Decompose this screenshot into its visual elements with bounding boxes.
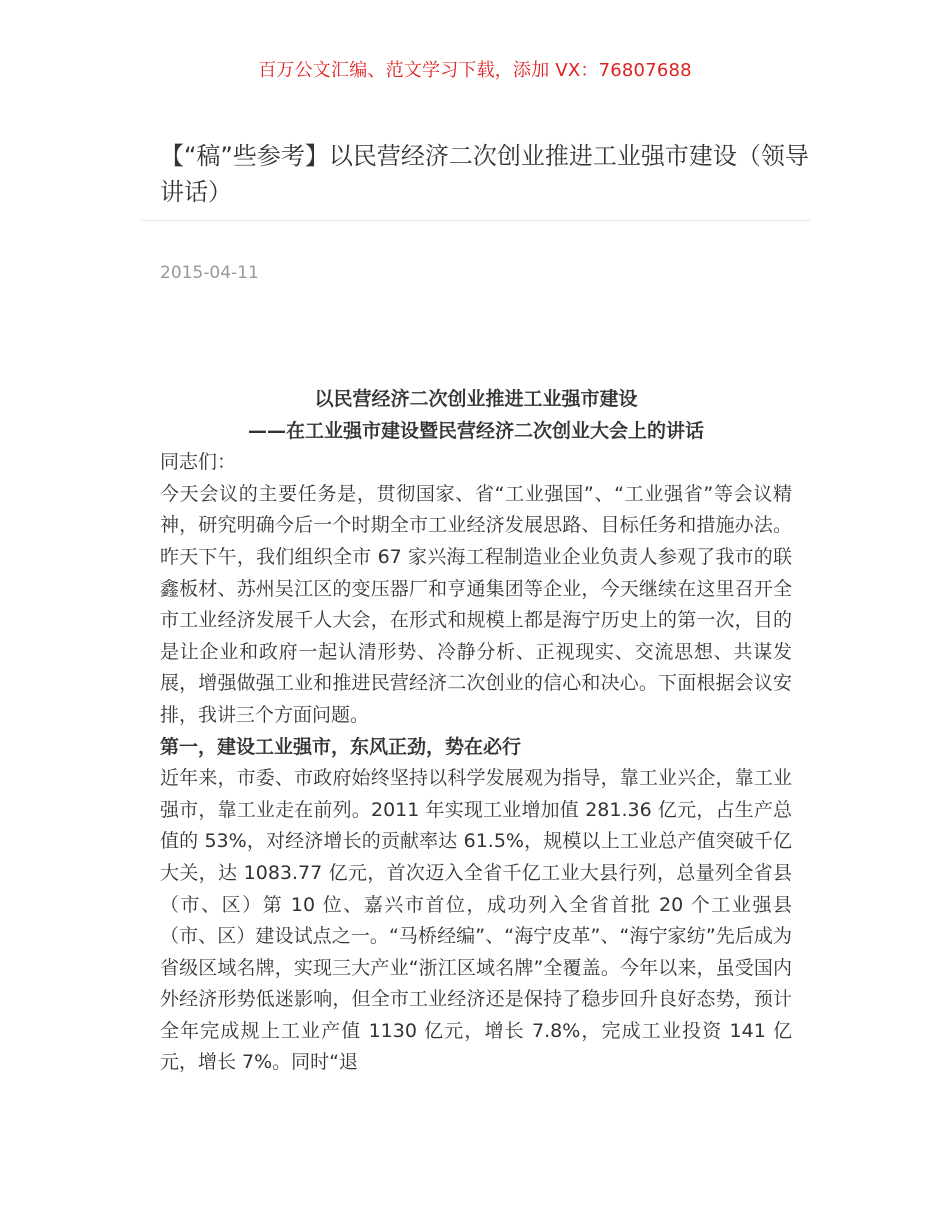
salutation: 同志们： (160, 451, 237, 474)
article-title: 【“稿”些参考】以民营经济二次创业推进工业强市建设（领导讲话） (160, 142, 809, 206)
speech-subheading: ——在工业强市建设暨民营经济二次创业大会上的讲话 (247, 419, 704, 442)
article-body (160, 384, 792, 1079)
paragraph-section-1: 近年来，市委、市政府始终坚持以科学发展观为指导，靠工业兴企，靠工业强市，靠工业走在前列。2011 年实现工业增加值 281.36 亿元，占生产总值的 53%，对经济增长的贡献率达 61.5%，规模以上工业总产值突破千亿大关，达 1083.77 亿元，首次迈入全省千亿工业大县行列，总量列全省县（市、区）第 10 位、嘉兴市首位，成功列入全省首批 20 个工业强县（市、区）建设试点之一。“马桥经编”、“海宁皮革”、“海宁家纺”先后成为省级区域名牌，实现三大产业“浙江区域名牌”全覆盖。今年以来，虽受国内外经济形势低迷影响，但全市工业经济还是保持了稳步回升良好态势，预计全年完成规上工业产值 1130 亿元，增长 7.8%，完成工业投资 141 亿元，增长 7%。同时“退 (160, 767, 792, 1074)
promo-banner: 百万公文汇编、范文学习下载，添加 VX：76807688 (258, 60, 692, 81)
title-divider (141, 220, 810, 221)
publish-date: 2015-04-11 (160, 263, 259, 283)
paragraph-intro: 今天会议的主要任务是，贯彻国家、省“工业强国”、“工业强省”等会议精神，研究明确今后一个时期全市工业经济发展思路、目标任务和措施办法。昨天下午，我们组织全市 67 家兴海工程制造业企业负责人参观了我市的联鑫板材、苏州吴江区的变压器厂和亨通集团等企业，今天继续在这里召开全市工业经济发展千人大会，在形式和规模上都是海宁历史上的第一次，目的是让企业和政府一起认清形势、冷静分析、正视现实、交流思想、共谋发展，增强做强工业和推进民营经济二次创业的信心和决心。下面根据会议安排，我讲三个方面问题。 (160, 482, 792, 726)
speech-heading: 以民营经济二次创业推进工业强市建设 (314, 388, 638, 410)
section-heading-1: 第一，建设工业强市，东风正劲，势在必行 (160, 735, 522, 758)
